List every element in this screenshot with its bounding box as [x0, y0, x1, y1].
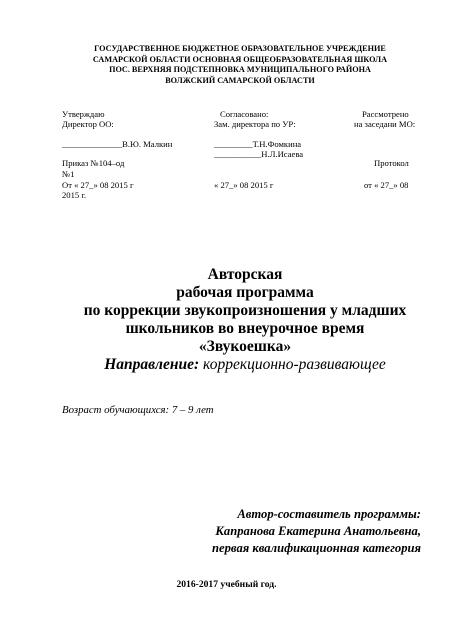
agreed-label: Согласовано:: [220, 109, 269, 119]
title-line: школьников во внеурочное время: [125, 320, 365, 337]
header-line: ГОСУДАРСТВЕННОЕ БЮДЖЕТНОЕ ОБРАЗОВАТЕЛЬНОЕ УЧРЕЖДЕНИЕ: [94, 44, 386, 53]
academic-year: 2016-2017 учебный год.: [176, 579, 277, 590]
author-category: первая квалификационная категория: [212, 541, 421, 555]
title-line: рабочая программа: [176, 284, 314, 301]
reviewed-label: Рассмотрено: [362, 109, 409, 119]
program-title: [40, 266, 450, 374]
agreed-signature-2: ___________Н.Л.Исаева: [214, 149, 304, 159]
agreed-role: Зам. директора по УР:: [214, 119, 296, 129]
reviewed-protocol: Протокол: [374, 158, 409, 168]
header-line: ПОС. ВЕРХНЯЯ ПОДСТЕПНОВКА МУНИЦИПАЛЬНОГО РАЙОНА: [109, 65, 371, 74]
approved-signature: ______________В.Ю. Малкин: [62, 139, 173, 149]
approved-role: Директор ОО:: [62, 119, 114, 129]
title-line: Авторская: [207, 266, 283, 283]
approved-date-cont: 2015 г.: [62, 190, 87, 200]
header-line: САМАРСКОЙ ОБЛАСТИ ОСНОВНАЯ ОБЩЕОБРАЗОВАТЕЛЬНАЯ ШКОЛА: [92, 54, 388, 64]
student-age: Возраст обучающихся: 7 – 9 лет: [62, 404, 214, 416]
author-block: [212, 506, 421, 557]
direction-label: Направление:: [104, 356, 200, 373]
agreed-date: « 27_» 08 2015 г: [214, 180, 274, 190]
reviewed-date: от « 27_» 08: [364, 180, 409, 190]
author-name: Капранова Екатерина Анатольевна,: [215, 524, 421, 538]
school-header: [50, 44, 430, 86]
approved-order-number: №1: [62, 169, 75, 179]
direction-value: коррекционно-развивающее: [199, 356, 386, 373]
approved-label: Утверждаю: [62, 109, 105, 119]
program-direction: [40, 356, 450, 374]
title-line: по коррекции звукопроизношения у младших: [83, 302, 407, 319]
approved-order: Приказ №104–од: [62, 158, 125, 168]
reviewed-role: на заседани МО:: [354, 119, 416, 129]
approved-date: От « 27_» 08 2015 г: [62, 180, 134, 190]
author-heading: Автор-составитель программы:: [237, 507, 421, 521]
agreed-signature-1: _________Т.Н.Фомкина: [214, 139, 302, 149]
header-line: ВОЛЖСКИЙ САМАРСКОЙ ОБЛАСТИ: [165, 75, 315, 85]
title-line: «Звукоешка»: [198, 338, 292, 355]
